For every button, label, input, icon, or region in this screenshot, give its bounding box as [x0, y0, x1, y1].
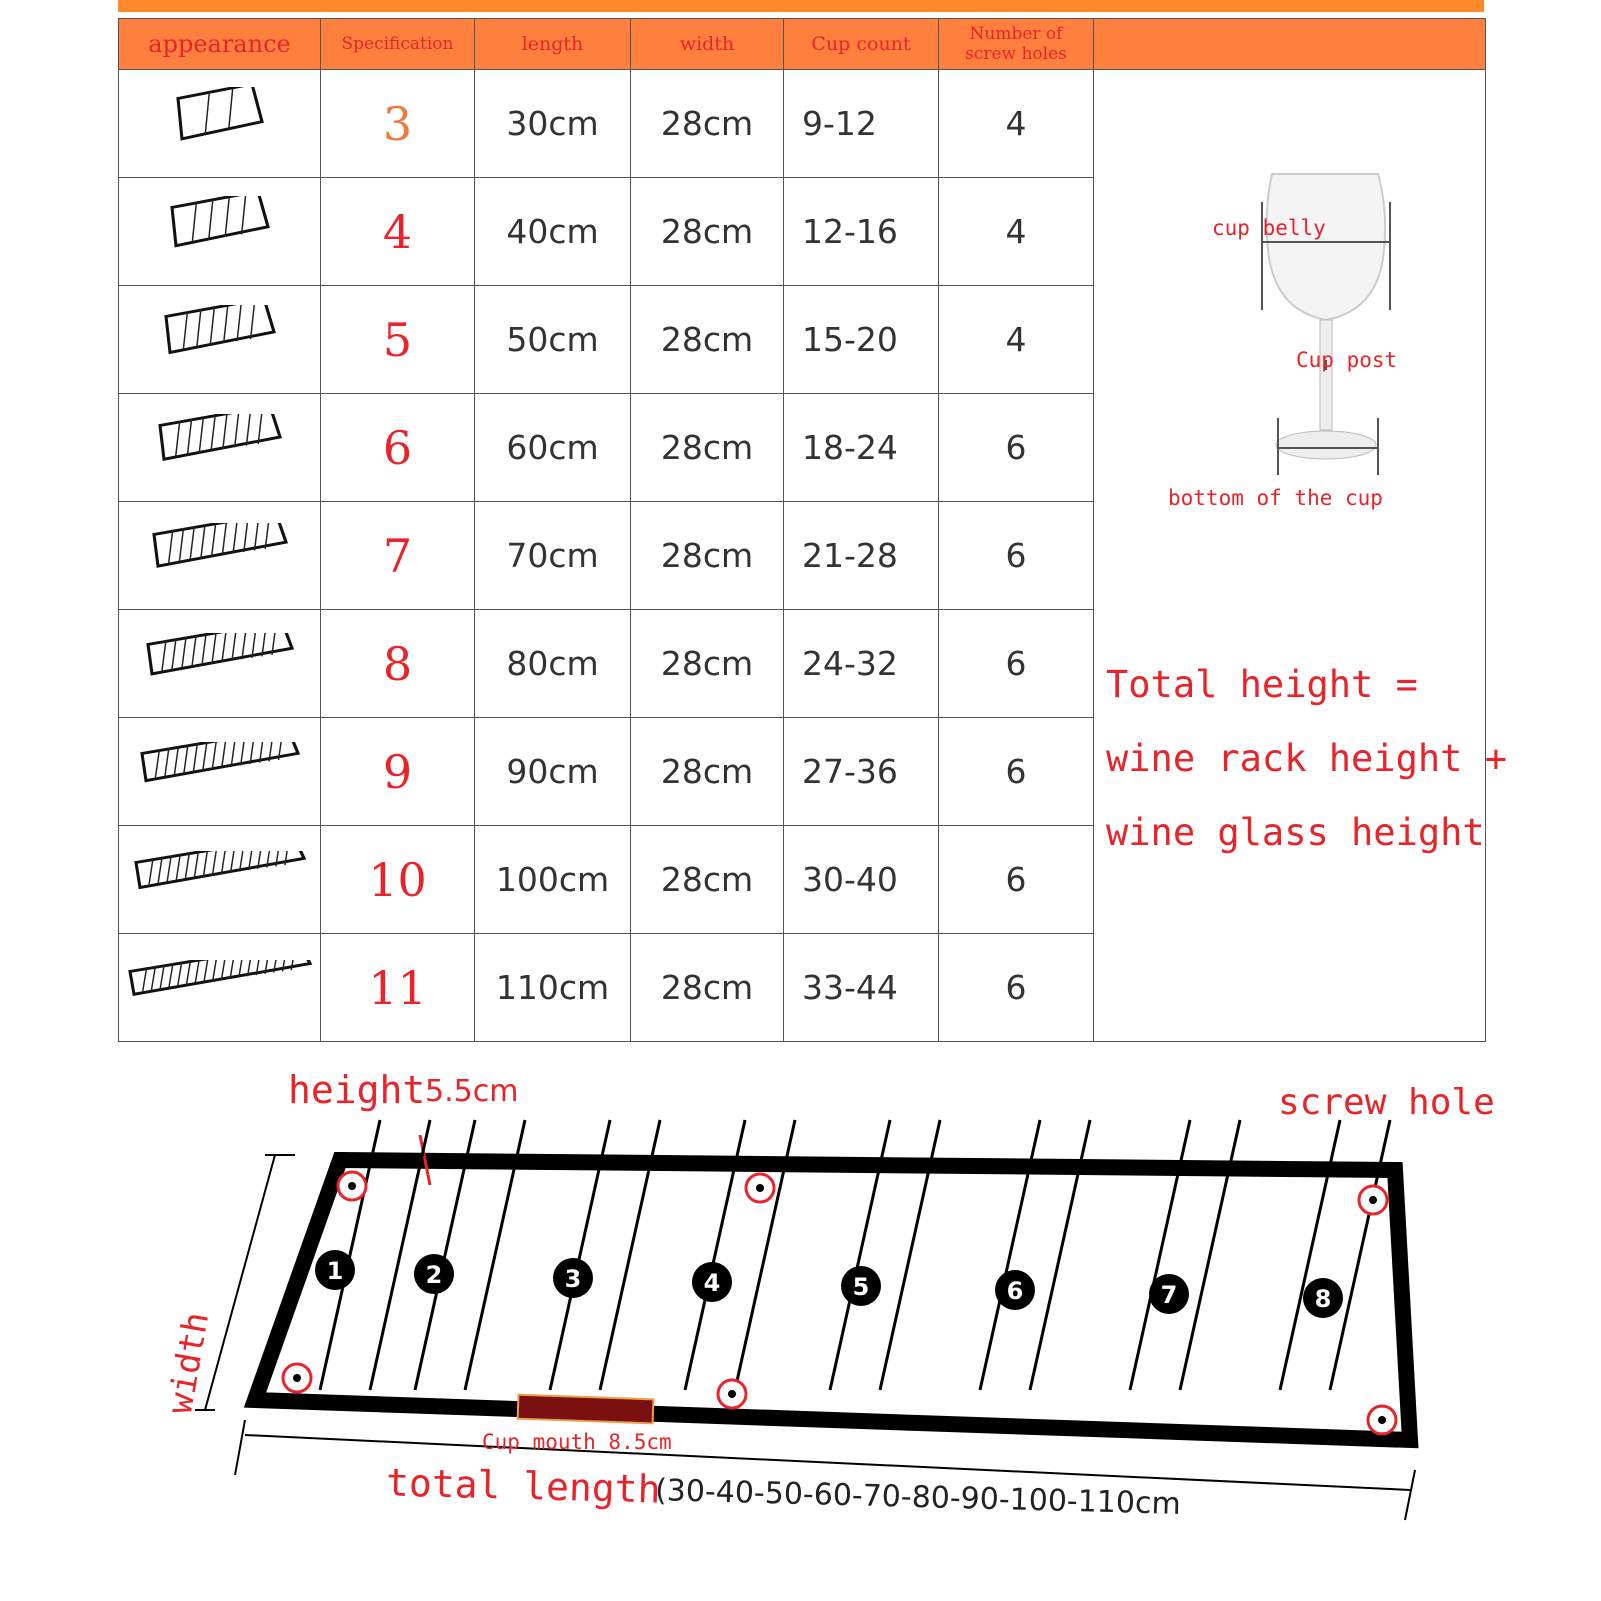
- width-cell: 28cm: [631, 610, 784, 718]
- spec-cell: 7: [321, 502, 475, 610]
- spec-cell: 11: [321, 934, 475, 1042]
- rack-thumbnail-icon: [158, 305, 282, 366]
- height-label: height: [288, 1068, 426, 1112]
- cup-count-cell: 12-16: [784, 178, 939, 286]
- slot-number: 4: [703, 1269, 721, 1297]
- length-cell: 80cm: [475, 610, 631, 718]
- screw-holes-cell: 6: [939, 826, 1094, 934]
- slot-number: 7: [1160, 1281, 1178, 1309]
- spec-cell: 8: [321, 610, 475, 718]
- header-appearance: appearance: [119, 19, 321, 70]
- spec-table: [118, 18, 1507, 1042]
- formula-line: wine glass height: [1106, 811, 1485, 854]
- header-blank: [1094, 19, 1486, 70]
- appearance-cell: [119, 610, 321, 718]
- cup-count-cell: 9-12: [784, 70, 939, 178]
- cup-count-cell: 21-28: [784, 502, 939, 610]
- appearance-cell: [119, 394, 321, 502]
- screw-holes-cell: 4: [939, 70, 1094, 178]
- header-cup-count: Cup count: [784, 19, 939, 70]
- appearance-cell: [119, 70, 321, 178]
- slot-number: 1: [326, 1257, 344, 1285]
- rack-thumbnail-icon: [170, 87, 270, 152]
- total-length-label: total length: [385, 1460, 662, 1512]
- height-value: 5.5cm: [425, 1074, 519, 1109]
- width-label: width: [160, 1309, 218, 1417]
- formula-line: wine rack height +: [1106, 737, 1507, 780]
- length-cell: 100cm: [475, 826, 631, 934]
- cup-count-cell: 18-24: [784, 394, 939, 502]
- cup-count-cell: 30-40: [784, 826, 939, 934]
- length-cell: 30cm: [475, 70, 631, 178]
- screw-holes-cell: 4: [939, 178, 1094, 286]
- spec-cell: 4: [321, 178, 475, 286]
- cup-bottom-label: bottom of the cup: [1168, 486, 1383, 510]
- length-cell: 110cm: [475, 934, 631, 1042]
- spec-cell: 10: [321, 826, 475, 934]
- width-cell: 28cm: [631, 502, 784, 610]
- width-cell: 28cm: [631, 934, 784, 1042]
- slot-number: 3: [564, 1265, 582, 1293]
- width-cell: 28cm: [631, 286, 784, 394]
- rack-diagram: [0, 1060, 1601, 1601]
- height-formula: [1106, 648, 1507, 870]
- wine-glass-icon: [1094, 70, 1484, 510]
- length-cell: 90cm: [475, 718, 631, 826]
- formula-line: Total height =: [1106, 663, 1418, 706]
- rack-drawing: [0, 1060, 1601, 1601]
- width-cell: 28cm: [631, 178, 784, 286]
- slot-number: 2: [425, 1261, 443, 1289]
- table-row: [119, 70, 1486, 178]
- cup-post-label: Cup post: [1296, 348, 1398, 372]
- screw-holes-cell: 6: [939, 610, 1094, 718]
- length-cell: 70cm: [475, 502, 631, 610]
- width-cell: 28cm: [631, 394, 784, 502]
- header-width: width: [631, 19, 784, 70]
- cup-belly-label: cup belly: [1212, 216, 1326, 240]
- spec-cell: 9: [321, 718, 475, 826]
- rack-thumbnail-icon: [134, 742, 306, 794]
- width-cell: 28cm: [631, 718, 784, 826]
- cup-count-cell: 15-20: [784, 286, 939, 394]
- length-cell: 50cm: [475, 286, 631, 394]
- slot-number: 8: [1314, 1285, 1332, 1313]
- cup-mouth-label: Cup mouth 8.5cm: [482, 1430, 672, 1454]
- appearance-cell: [119, 286, 321, 394]
- spec-cell: 5: [321, 286, 475, 394]
- rack-thumbnail-icon: [140, 633, 300, 687]
- cup-count-cell: 27-36: [784, 718, 939, 826]
- rack-thumbnail-icon: [146, 523, 294, 579]
- length-cell: 40cm: [475, 178, 631, 286]
- slot-number: 6: [1006, 1277, 1024, 1305]
- screw-holes-cell: 6: [939, 394, 1094, 502]
- length-options: (30-40-50-60-70-80-90-100-110cm: [654, 1473, 1182, 1522]
- header-specification: Specification: [321, 19, 475, 70]
- rack-thumbnail-icon: [122, 960, 318, 1007]
- screw-holes-cell: 4: [939, 286, 1094, 394]
- header-screw-holes: Number of screw holes: [939, 19, 1094, 70]
- top-bar: [118, 0, 1484, 12]
- screw-holes-cell: 6: [939, 502, 1094, 610]
- rack-thumbnail-icon: [128, 851, 312, 901]
- table-header: [119, 19, 1486, 70]
- glass-info-cell: [1094, 70, 1507, 1042]
- screw-hole-label: screw hole: [1278, 1082, 1495, 1123]
- appearance-cell: [119, 178, 321, 286]
- slot-number: 5: [852, 1273, 870, 1301]
- rack-thumbnail-icon: [164, 196, 276, 259]
- spec-cell: 6: [321, 394, 475, 502]
- cup-count-cell: 33-44: [784, 934, 939, 1042]
- screw-holes-cell: 6: [939, 718, 1094, 826]
- spec-cell: 3: [321, 70, 475, 178]
- appearance-cell: [119, 826, 321, 934]
- appearance-cell: [119, 502, 321, 610]
- screw-holes-cell: 6: [939, 934, 1094, 1042]
- header-length: length: [475, 19, 631, 70]
- rack-thumbnail-icon: [152, 414, 288, 472]
- appearance-cell: [119, 934, 321, 1042]
- appearance-cell: [119, 718, 321, 826]
- width-cell: 28cm: [631, 826, 784, 934]
- cup-count-cell: 24-32: [784, 610, 939, 718]
- width-cell: 28cm: [631, 70, 784, 178]
- length-cell: 60cm: [475, 394, 631, 502]
